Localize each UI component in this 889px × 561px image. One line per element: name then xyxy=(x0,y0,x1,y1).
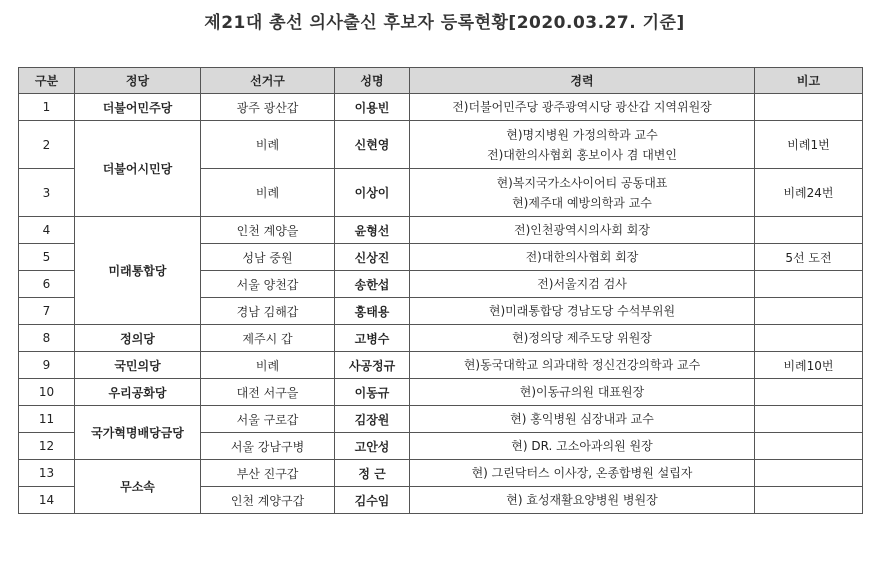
table-row xyxy=(19,94,863,121)
candidate-name: 김장원 xyxy=(335,406,410,433)
row-number: 2 xyxy=(19,121,75,169)
career-line: 현)명지병원 가정의학과 교수 xyxy=(506,127,658,142)
row-number: 11 xyxy=(19,406,75,433)
career-cell xyxy=(410,94,755,121)
district-cell: 서울 양천갑 xyxy=(201,271,335,298)
career-cell xyxy=(410,271,755,298)
table-row xyxy=(19,121,863,169)
party-cell: 국가혁명배당금당 xyxy=(75,406,201,460)
career-cell xyxy=(410,121,755,169)
row-number: 3 xyxy=(19,169,75,217)
career-cell xyxy=(410,217,755,244)
row-number: 14 xyxy=(19,487,75,514)
district-cell: 대전 서구을 xyxy=(201,379,335,406)
candidate-name: 윤형선 xyxy=(335,217,410,244)
header-career: 경력 xyxy=(410,68,755,94)
row-number: 4 xyxy=(19,217,75,244)
career-line: 현)제주대 예방의학과 교수 xyxy=(512,195,652,210)
party-cell: 우리공화당 xyxy=(75,379,201,406)
row-number: 12 xyxy=(19,433,75,460)
note-cell xyxy=(755,94,863,121)
header-row xyxy=(19,68,863,94)
candidate-name: 이동규 xyxy=(335,379,410,406)
career-line: 전)인천광역시의사회 회장 xyxy=(513,223,650,237)
candidate-name: 정 근 xyxy=(335,460,410,487)
candidate-name: 송한섭 xyxy=(335,271,410,298)
note-cell: 비례1번 xyxy=(755,121,863,169)
career-line: 전)서울지검 검사 xyxy=(537,277,627,291)
note-cell xyxy=(755,298,863,325)
row-number: 10 xyxy=(19,379,75,406)
candidate-name: 이용빈 xyxy=(335,94,410,121)
row-number: 1 xyxy=(19,94,75,121)
note-cell: 5선 도전 xyxy=(755,244,863,271)
career-cell xyxy=(410,487,755,514)
party-cell: 미래통합당 xyxy=(75,217,201,325)
note-cell: 비례10번 xyxy=(755,352,863,379)
row-number: 8 xyxy=(19,325,75,352)
district-cell: 성남 중원 xyxy=(201,244,335,271)
career-cell xyxy=(410,352,755,379)
header-name: 성명 xyxy=(335,68,410,94)
district-cell: 광주 광산갑 xyxy=(201,94,335,121)
header-district: 선거구 xyxy=(201,68,335,94)
candidate-name: 고병수 xyxy=(335,325,410,352)
row-number: 5 xyxy=(19,244,75,271)
district-cell: 비례 xyxy=(201,352,335,379)
candidate-name: 신현영 xyxy=(335,121,410,169)
row-number: 6 xyxy=(19,271,75,298)
career-line: 현)정의당 제주도당 위원장 xyxy=(512,331,652,345)
party-cell: 국민의당 xyxy=(75,352,201,379)
row-number: 7 xyxy=(19,298,75,325)
district-cell: 비례 xyxy=(201,169,335,217)
career-line: 전)대한의사협회 홍보이사 겸 대변인 xyxy=(486,147,677,162)
note-cell xyxy=(755,271,863,298)
page-title: 제21대 총선 의사출신 후보자 등록현황[2020.03.27. 기준] xyxy=(204,13,685,33)
table-row xyxy=(19,217,863,244)
note-cell xyxy=(755,460,863,487)
career-line: 현)복지국가소사이어티 공동대표 xyxy=(496,175,668,190)
district-cell: 제주시 갑 xyxy=(201,325,335,352)
career-line: 전)대한의사협회 회장 xyxy=(525,250,639,264)
career-line: 현)동국대학교 의과대학 정신건강의학과 교수 xyxy=(463,358,701,372)
district-cell: 서울 구로갑 xyxy=(201,406,335,433)
district-cell: 인천 계양을 xyxy=(201,217,335,244)
party-cell: 더불어민주당 xyxy=(75,94,201,121)
career-cell xyxy=(410,379,755,406)
table-row xyxy=(19,352,863,379)
row-number: 13 xyxy=(19,460,75,487)
note-cell xyxy=(755,325,863,352)
header-no: 구분 xyxy=(19,68,75,94)
district-cell: 인천 계양구갑 xyxy=(201,487,335,514)
note-cell xyxy=(755,433,863,460)
header-party: 정당 xyxy=(75,68,201,94)
note-cell: 비례24번 xyxy=(755,169,863,217)
career-line: 현) DR. 고소아과의원 원장 xyxy=(511,439,653,453)
candidate-name: 김수임 xyxy=(335,487,410,514)
candidate-name: 신상진 xyxy=(335,244,410,271)
district-cell: 비례 xyxy=(201,121,335,169)
career-line: 전)더불어민주당 광주광역시당 광산갑 지역위원장 xyxy=(452,100,712,114)
party-cell: 무소속 xyxy=(75,460,201,514)
career-line: 현)미래통합당 경남도당 수석부위원 xyxy=(488,304,676,318)
table-row xyxy=(19,325,863,352)
candidate-name: 고안성 xyxy=(335,433,410,460)
note-cell xyxy=(755,379,863,406)
party-cell: 정의당 xyxy=(75,325,201,352)
table-row xyxy=(19,379,863,406)
candidate-table xyxy=(18,67,863,514)
district-cell: 부산 진구갑 xyxy=(201,460,335,487)
career-cell xyxy=(410,298,755,325)
candidate-name: 이상이 xyxy=(335,169,410,217)
career-cell xyxy=(410,433,755,460)
candidate-name: 홍태용 xyxy=(335,298,410,325)
candidate-name: 사공정규 xyxy=(335,352,410,379)
table-row xyxy=(19,460,863,487)
career-cell xyxy=(410,460,755,487)
note-cell xyxy=(755,217,863,244)
career-cell xyxy=(410,169,755,217)
note-cell xyxy=(755,487,863,514)
district-cell: 경남 김해갑 xyxy=(201,298,335,325)
row-number: 9 xyxy=(19,352,75,379)
district-cell: 서울 강남구병 xyxy=(201,433,335,460)
career-cell xyxy=(410,244,755,271)
party-cell: 더불어시민당 xyxy=(75,121,201,217)
career-cell xyxy=(410,325,755,352)
header-note: 비고 xyxy=(755,68,863,94)
career-line: 현) 그린닥터스 이사장, 온종합병원 설립자 xyxy=(471,466,693,480)
career-line: 현)이동규의원 대표원장 xyxy=(519,385,645,399)
career-line: 현) 홍익병원 심장내과 교수 xyxy=(510,412,654,426)
career-line: 현) 효성재활요양병원 병원장 xyxy=(506,493,658,507)
career-cell xyxy=(410,406,755,433)
note-cell xyxy=(755,406,863,433)
table-row xyxy=(19,406,863,433)
